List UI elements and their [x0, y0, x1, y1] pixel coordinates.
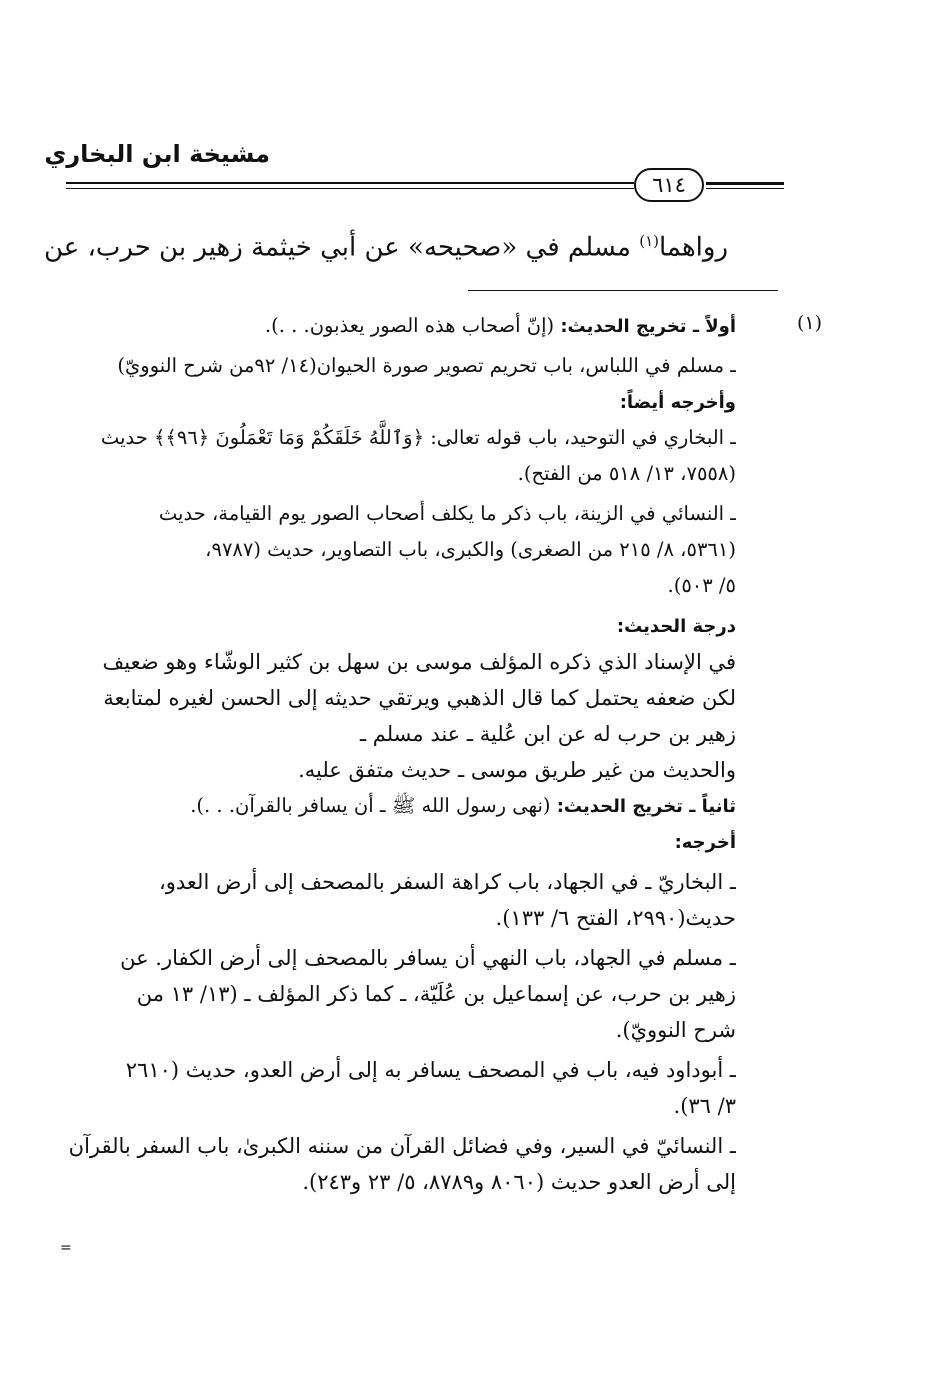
footnote-text: إلى أرض العدو حديث (٨٠٦٠ و٨٧٨٩، ٥/ ٢٣ و٢٤٣).	[302, 1170, 736, 1194]
footnote-text: (إنّ أصحاب هذه الصور يعذبون. . .).	[264, 314, 561, 337]
footnote-line	[68, 864, 736, 900]
main-text-line	[43, 232, 728, 263]
footnote-text: ـ النسائي في الزينة، باب ذكر ما يكلف أصحاب الصور يوم القيامة، حديث	[158, 502, 736, 525]
footnote-text: ـ البخاريّ ـ في الجهاد، باب كراهة السفر بالمصحف إلى أرض العدو،	[158, 870, 736, 894]
footnote-text: (٥٣٦١، ٨/ ٢١٥ من الصغرى) والكبرى، باب التصاوير، حديث (٩٧٨٧،	[205, 538, 736, 561]
footnote-line	[68, 788, 736, 824]
footnote-text: (نهى رسول الله ﷺ ـ أن يسافر بالقرآن. . .).	[190, 794, 557, 817]
footnote-text: ـ مسلم في الجهاد، باب النهي أن يسافر بالمصحف إلى أرض الكفار. عن	[120, 946, 736, 970]
footnote-line	[68, 1012, 736, 1048]
footnote-line	[68, 976, 736, 1012]
footnote-text: زهير بن حرب له عن ابن عُلية ـ عند مسلم ـ	[359, 722, 736, 746]
footnote-line	[68, 1088, 736, 1124]
header-rule	[66, 182, 634, 184]
footnote-text: حديث(٢٩٩٠، الفتح ٦/ ١٣٣).	[495, 906, 736, 930]
footnote-line	[68, 308, 736, 344]
footnote-text: ـ البخاري في التوحيد، باب قوله تعالى: ﴿وَٱللَّهُ خَلَقَكُمْ وَمَا تَعْمَلُونَ ﴿٩٦﴾﴾ حديث	[100, 426, 736, 449]
footnote-line	[68, 348, 736, 384]
footnote-line	[68, 940, 736, 976]
footnote-text: ـ مسلم في اللباس، باب تحريم تصوير صورة الحيوان(١٤/ ٩٢من شرح النوويّ)	[117, 354, 736, 377]
footnote-line	[68, 824, 736, 860]
footnote-text: والحديث من غير طريق موسى ـ حديث متفق عليه.	[298, 758, 736, 782]
footnote-heading: أولاً ـ تخريج الحديث:	[560, 316, 736, 337]
footnote-text: (٧٥٥٨، ١٣/ ٥١٨ من الفتح).	[517, 462, 736, 485]
header-rule-right	[706, 182, 784, 185]
main-text-before: رواهما	[659, 232, 728, 263]
footnote-line	[68, 384, 736, 420]
footnote-line	[68, 496, 736, 532]
footnote-line	[68, 900, 736, 936]
footnote-text: في الإسناد الذي ذكره المؤلف موسى بن سهل بن كثير الوشّاء وهو ضعيف	[102, 650, 736, 674]
footnote-text: ٣/ ٣٦).	[673, 1094, 736, 1118]
footnote-body	[68, 308, 736, 1200]
footnote-line	[68, 568, 736, 604]
running-header-title: مشيخة ابن البخاري	[44, 140, 270, 168]
footnote-heading: أخرجه:	[674, 832, 736, 853]
footnote-heading: ثانياً ـ تخريج الحديث:	[556, 796, 736, 817]
header-rule-thin	[66, 188, 634, 189]
footnote-text: زهير بن حرب، عن إسماعيل بن عُلَيّة، ـ كما ذكر المؤلف ـ (١٣/ ١٣ من	[136, 982, 736, 1006]
footnote-text: شرح النوويّ).	[615, 1018, 736, 1042]
header-rule-right-thin	[706, 188, 784, 189]
footnote-line	[68, 716, 736, 752]
footnote-text: ـ النسائيّ في السير، وفي فضائل القرآن من سننه الكبرىٰ، باب السفر بالقرآن	[68, 1134, 736, 1158]
footnote-line	[68, 1052, 736, 1088]
main-text-after: مسلم في «صحيحه» عن أبي خيثمة زهير بن حرب، عن	[43, 232, 640, 263]
footnote-reference: (١)	[639, 232, 659, 250]
footnote-line	[68, 1164, 736, 1200]
footnote-heading: درجة الحديث:	[616, 616, 736, 637]
footnote-number: (١)	[796, 312, 822, 334]
footnote-line	[68, 644, 736, 680]
page-number: ٦١٤	[634, 168, 704, 202]
footnote-text: ـ أبوداود فيه، باب في المصحف يسافر به إلى أرض العدو، حديث (٢٦١٠	[125, 1058, 736, 1082]
footnote-separator	[468, 290, 778, 291]
footnote-line	[68, 1128, 736, 1164]
footnote-line	[68, 420, 736, 456]
footnote-line	[68, 680, 736, 716]
continuation-mark: =	[60, 1240, 72, 1256]
footnote-line	[68, 456, 736, 492]
footnote-heading: وأخرجه أيضاً:	[619, 392, 736, 413]
footnote-line	[68, 752, 736, 788]
footnote-text: لكن ضعفه يحتمل كما قال الذهبي ويرتقي حديثه إلى الحسن لغيره لمتابعة	[103, 686, 736, 710]
footnote-line	[68, 608, 736, 644]
footnote-line	[68, 532, 736, 568]
footnote-text: ٥/ ٥٠٣).	[667, 574, 736, 597]
